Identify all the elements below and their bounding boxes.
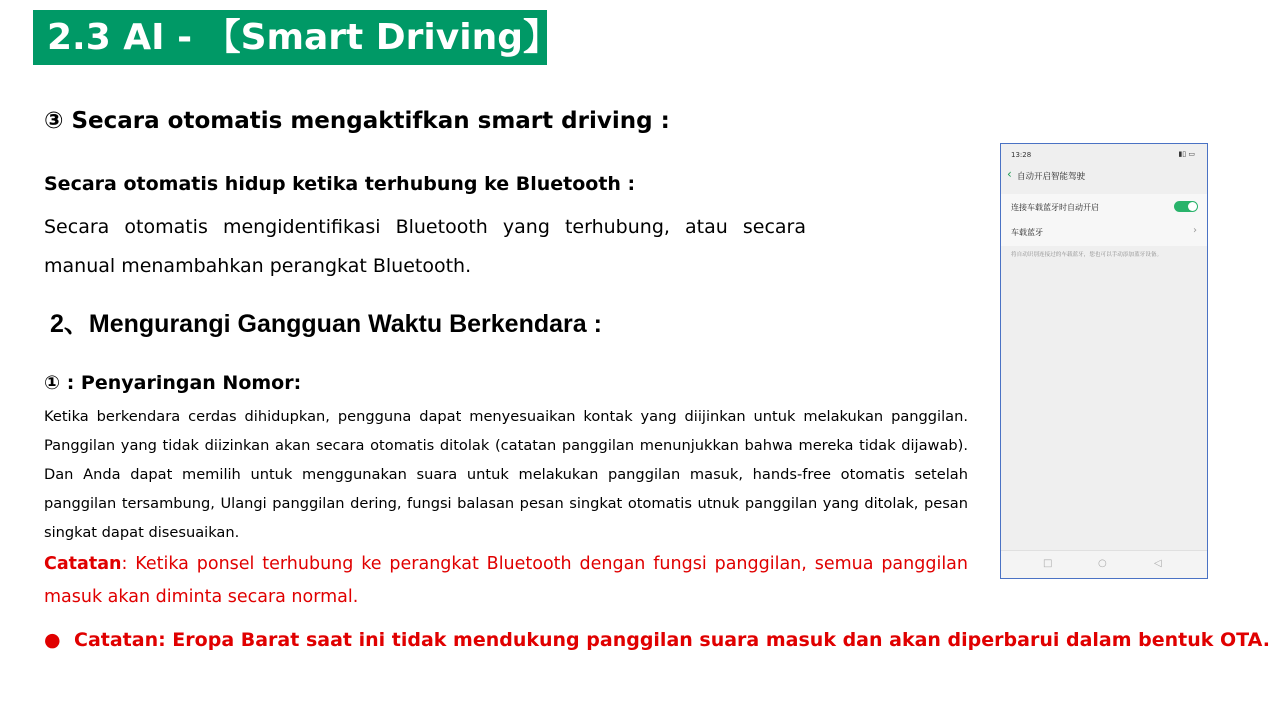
note-label: Catatan: [44, 554, 122, 574]
chevron-right-icon: ›: [1193, 225, 1197, 236]
bluetooth-heading: Secara otomatis hidup ketika terhubung ke Bluetooth :: [44, 173, 636, 195]
auto-enable-label: 连接车载蓝牙时自动开启: [1011, 203, 1099, 212]
home-icon[interactable]: ○: [1098, 558, 1107, 569]
phone-settings-card: [1001, 194, 1207, 246]
car-bluetooth-label[interactable]: 车载蓝牙: [1011, 228, 1043, 237]
phone-status-bar: [1001, 144, 1207, 164]
bluetooth-description: Secara otomatis mengidentifikasi Bluetooth yang terhubung, atau secara manual menambahkan perangkat Bluetooth.: [44, 216, 806, 277]
bullet-note-text: Catatan: Eropa Barat saat ini tidak mendukung panggilan suara masuk dan akan diperbarui dalam bentuk OTA.: [74, 629, 1270, 651]
back-arrow-icon[interactable]: ‹: [1007, 167, 1012, 181]
phone-status-time: 13:28: [1011, 151, 1032, 159]
auto-enable-toggle[interactable]: [1174, 201, 1198, 212]
phone-screenshot: [1000, 143, 1208, 579]
bullet-note: [44, 629, 1269, 651]
back-icon[interactable]: ◁: [1154, 558, 1162, 569]
bullet-icon: ●: [44, 629, 61, 651]
phone-hint-text: 将自动识别连接过的车载蓝牙，您也可以手动添加蓝牙设备。: [1011, 252, 1163, 258]
step3-heading: ③ Secara otomatis mengaktifkan smart driving :: [44, 108, 670, 134]
note-text: : Ketika ponsel terhubung ke perangkat Bluetooth dengan fungsi panggilan, semua panggilan masuk akan diminta secara normal.: [44, 554, 968, 607]
slide-title: 2.3 AI - 【Smart Driving】: [33, 10, 547, 65]
phone-header-title: 自动开启智能驾驶: [1017, 172, 1086, 182]
note-paragraph: [44, 548, 968, 614]
phone-nav-bar: [1001, 550, 1207, 578]
battery-icon: ▮▯ ▭: [1178, 150, 1195, 158]
number-filter-description: Ketika berkendara cerdas dihidupkan, pengguna dapat menyesuaikan kontak yang diijinkan untuk melakukan panggilan. Panggilan yang tidak diizinkan akan secara otomatis ditolak (catatan panggilan menunjukkan bahwa mereka tidak dijawab). Dan Anda dapat memilih untuk menggunakan suara untuk melakukan panggilan masuk, hands-free otomatis setelah panggilan tersambung, Ulangi panggilan dering, fungsi balasan pesan singkat otomatis utnuk panggilan yang ditolak, pesan singkat dapat disesuaikan.: [44, 408, 968, 541]
phone-header: [1001, 164, 1207, 188]
recent-apps-icon[interactable]: □: [1043, 558, 1053, 569]
step1-heading: ① : Penyaringan Nomor:: [44, 372, 302, 394]
section2-heading: 2、Mengurangi Gangguan Waktu Berkendara :: [50, 310, 602, 338]
